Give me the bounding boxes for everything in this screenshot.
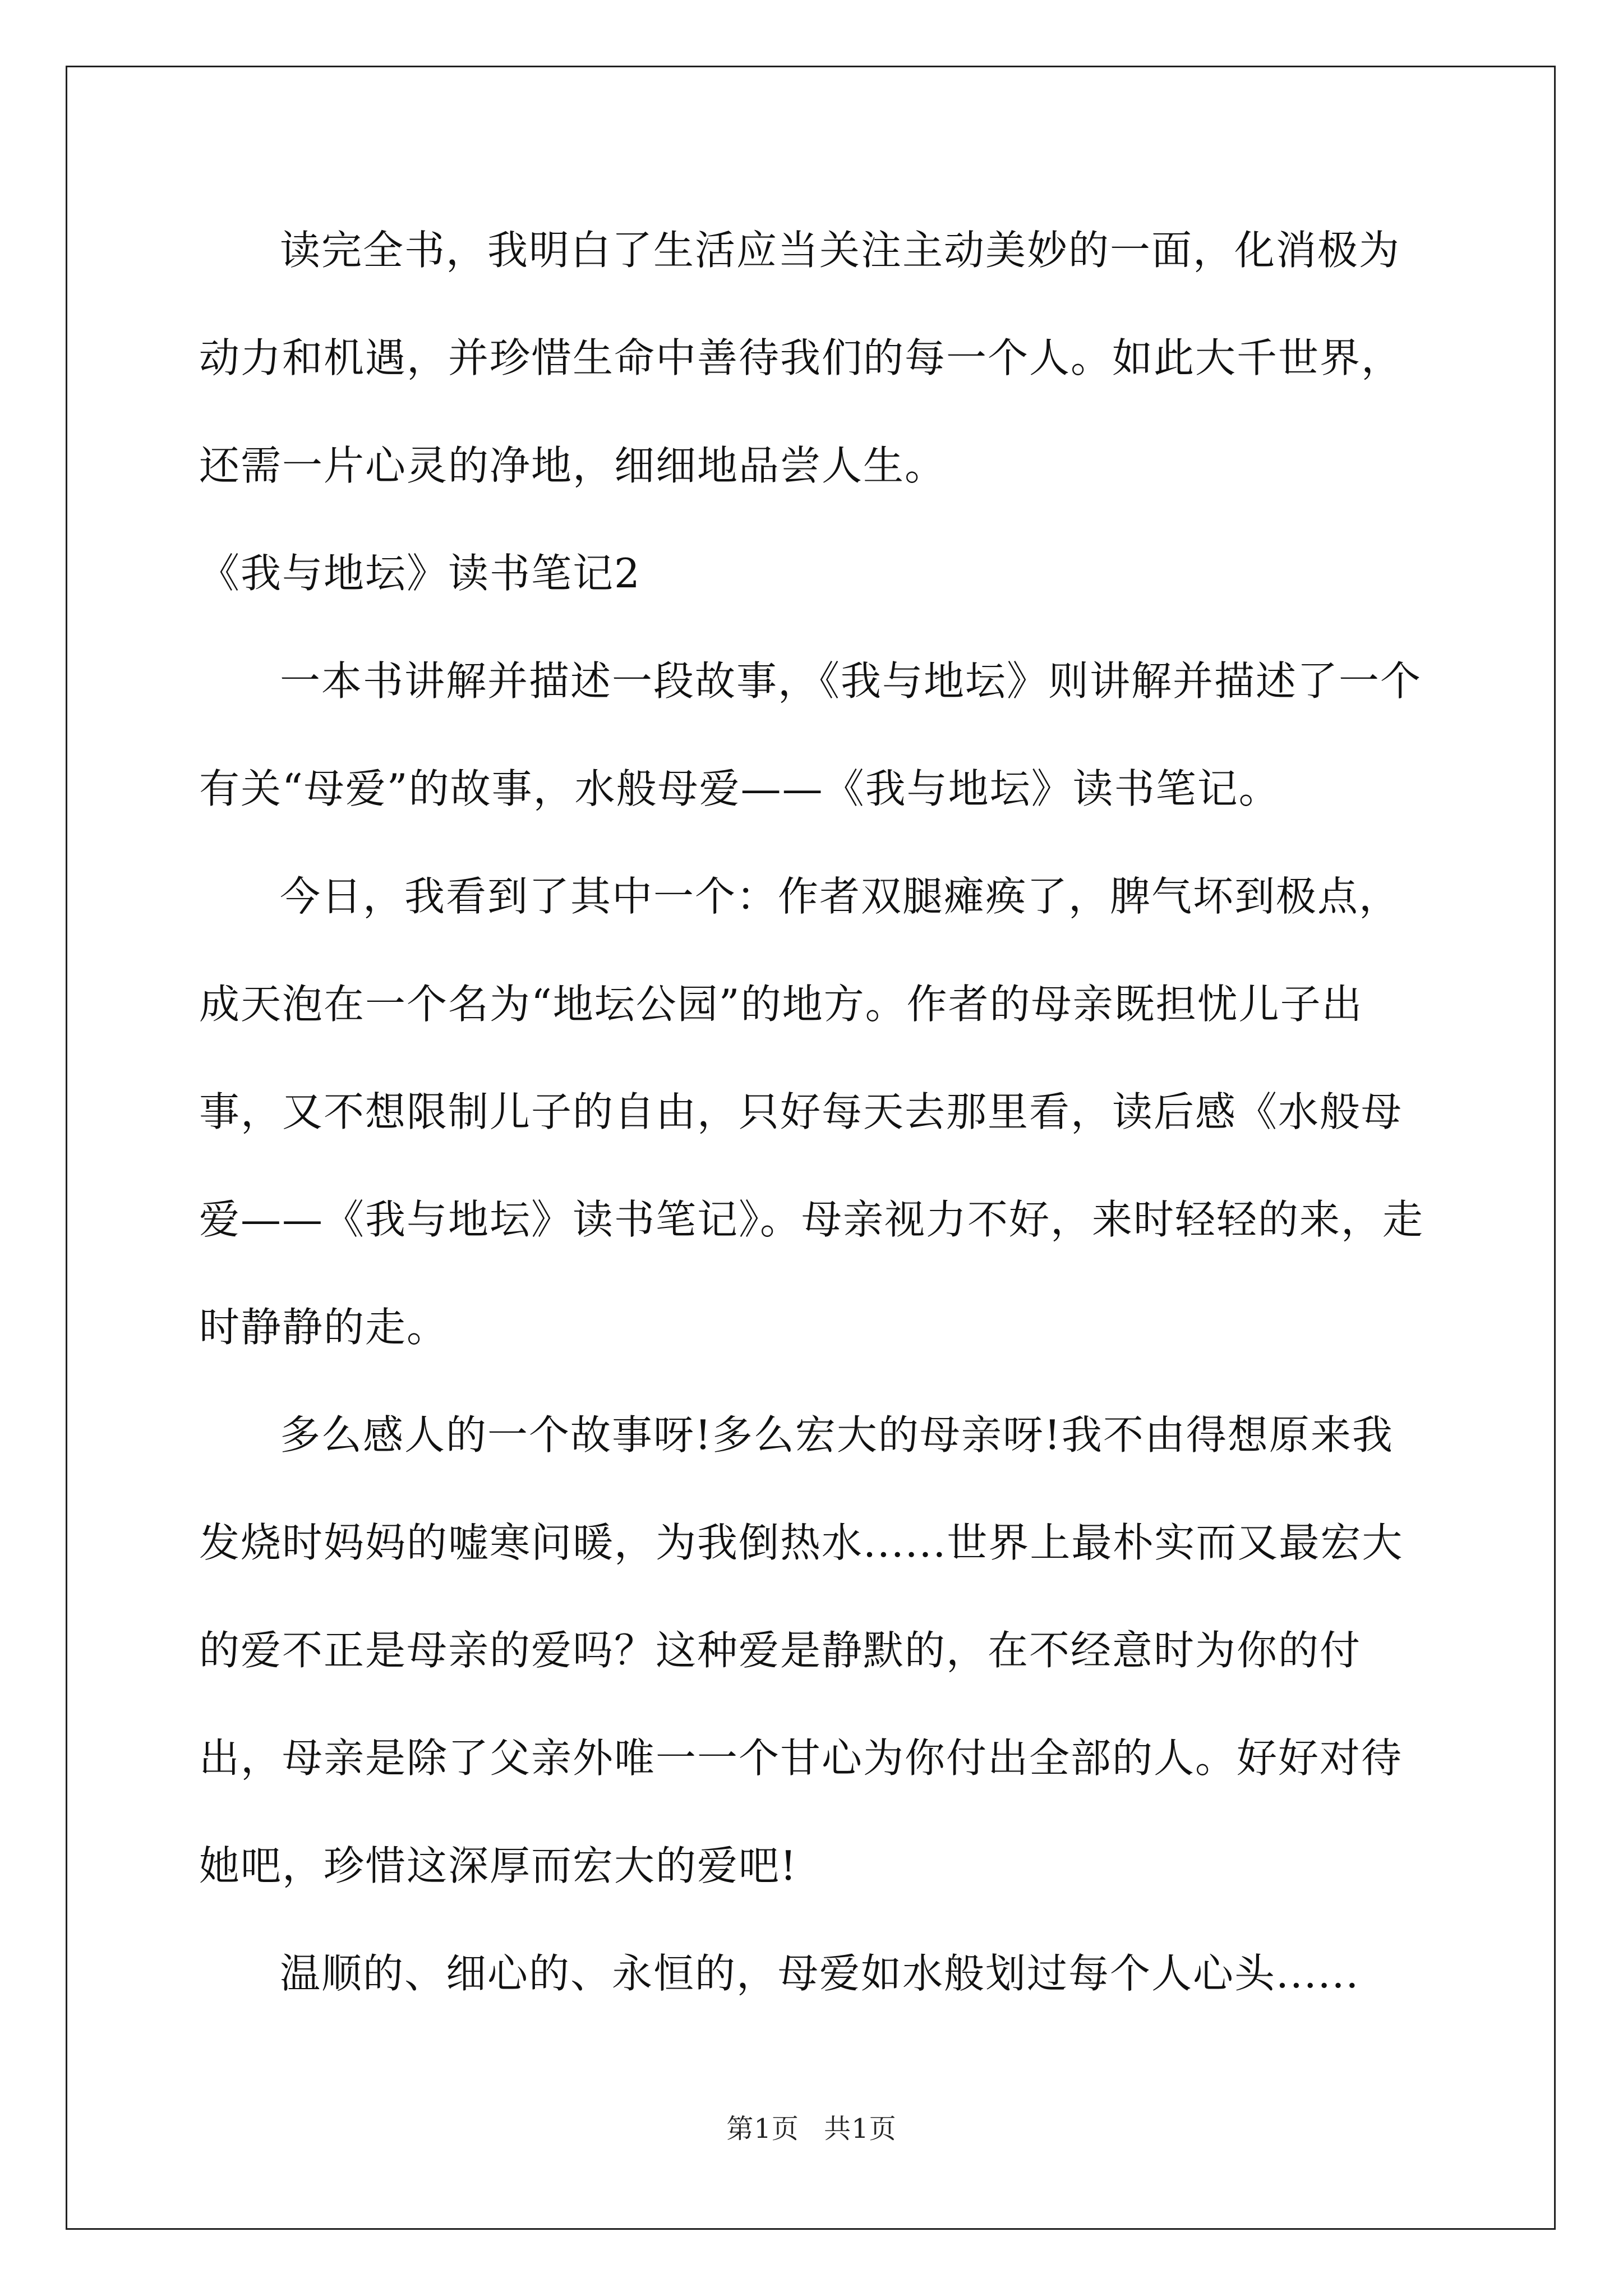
paragraph-1: 一本书讲解并描述一段故事，《我与地坛》则讲解并描述了一个有关“母爱”的故事，水般母爱——《我与地坛》读书笔记。 bbox=[199, 657, 1422, 812]
document-body bbox=[199, 196, 1427, 2027]
section-heading: 《我与地坛》读书笔记2 bbox=[199, 550, 641, 597]
page-number-current: 第1页 bbox=[726, 2113, 799, 2145]
paragraph-3: 多么感人的一个故事呀!多么宏大的母亲呀!我不由得想原来我发烧时妈妈的嘘寒问暖，为我倒热水......世界上最朴实而又最宏大的爱不正是母亲的爱吗？这种爱是静默的，在不经意时为你的付出，母亲是除了父亲外唯一一个甘心为你付出全部的人。好好对待她吧，珍惜这深厚而宏大的爱吧! bbox=[199, 1411, 1404, 1889]
paragraph-2: 今日，我看到了其中一个：作者双腿瘫痪了，脾气坏到极点，成天泡在一个名为“地坛公园”的地方。作者的母亲既担忧儿子出事，又不想限制儿子的自由，只好每天去那里看，读后感《水般母爱——《我与地坛》读书笔记》。母亲视力不好，来时轻轻的来，走时静静的走。 bbox=[199, 873, 1424, 1351]
paragraph-4: 温顺的、细心的、永恒的，母爱如水般划过每个人心头...... bbox=[280, 1950, 1360, 1997]
page-number-total: 共1页 bbox=[824, 2113, 897, 2145]
paragraph-intro: 读完全书，我明白了生活应当关注主动美妙的一面，化消极为动力和机遇，并珍惜生命中善待我们的每一个人。如此大千世界，还需一片心灵的净地，细细地品尝人生。 bbox=[199, 227, 1403, 489]
page-footer bbox=[0, 2112, 1623, 2146]
